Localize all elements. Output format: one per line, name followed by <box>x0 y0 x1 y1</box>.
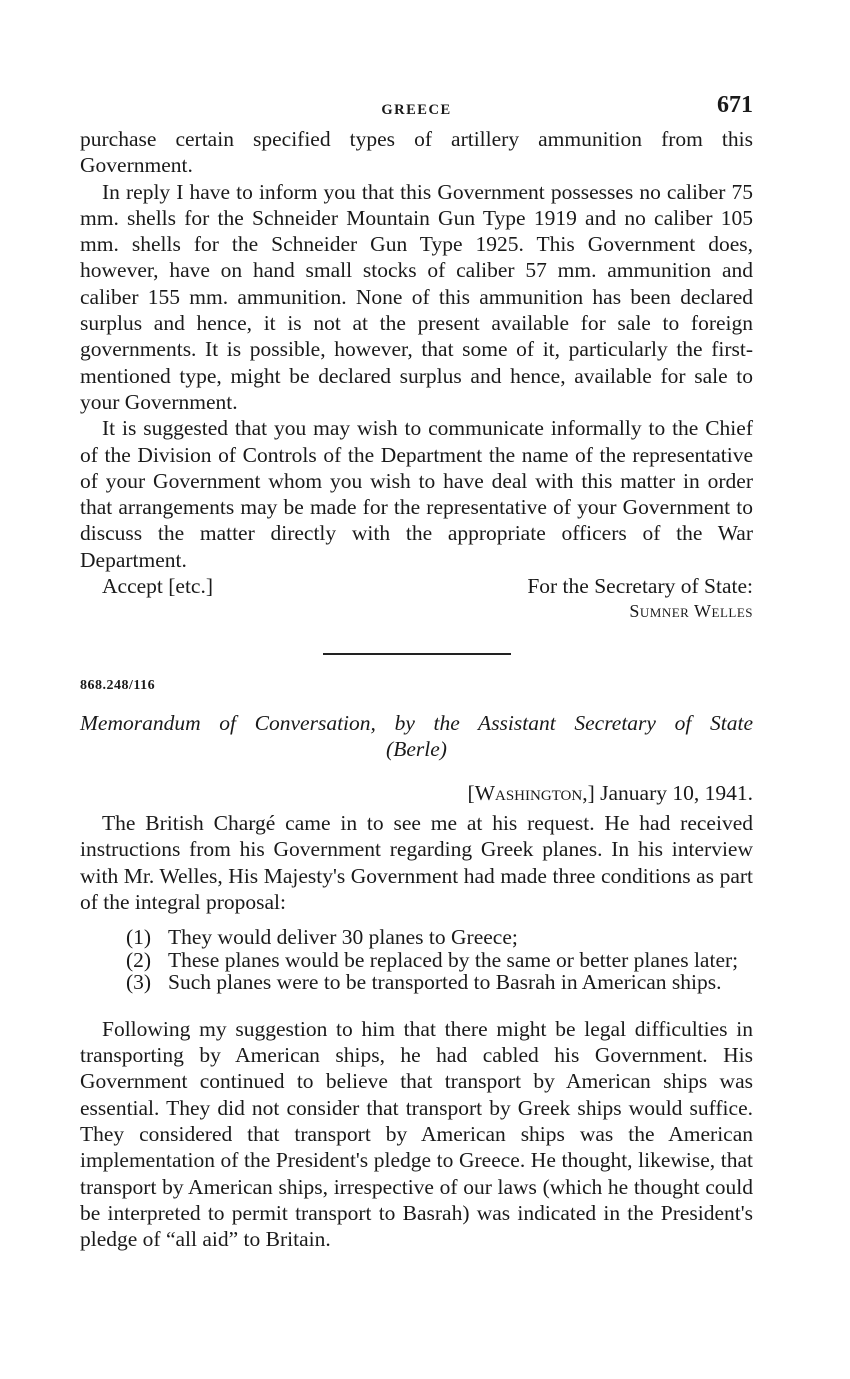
letter-body <box>80 126 753 623</box>
memo-paragraph-2: Following my suggestion to him that there might be legal difficulties in transporting by American ships, he had cabled his Government. His Government continued to believe that transport by American ships was essential. They did not consider that transport by Greek ships would suffice. They considered that transport by American ships was the American implementation of the President's pledge to Greece. He thought, likewise, that transport by American ships, irrespective of our laws (which he thought could be interpreted to permit transport to Basrah) was indicated in the President's pledge of “all aid” to Britain. <box>80 1016 753 1252</box>
dateline-date: January 10, 1941. <box>600 781 753 806</box>
conditions-list <box>80 926 753 994</box>
dateline-place: [Washington,] <box>467 781 595 806</box>
memo-title <box>80 710 753 762</box>
list-item-number: (3) <box>126 970 152 995</box>
running-title: GREECE <box>381 102 452 118</box>
list-item <box>80 971 753 994</box>
file-number: 868.248/116 <box>80 678 156 694</box>
dateline <box>80 780 753 806</box>
document-page <box>80 92 753 1252</box>
memorandum <box>80 678 753 1252</box>
memo-title-line-2: (Berle) <box>386 737 447 762</box>
letter-paragraph-1: purchase certain specified types of artillery ammunition from this Government. <box>80 127 753 178</box>
list-item <box>80 949 753 972</box>
list-item-text: Such planes were to be transported to Basrah in American ships. <box>168 970 722 995</box>
memo-paragraph-1: The British Chargé came in to see me at his request. He had received instructions from his Government regarding Greek planes. In his interview with Mr. Welles, His Majesty's Government had made three conditions as part of the integral proposal: <box>80 811 753 914</box>
letter-closing <box>80 573 753 599</box>
section-divider <box>323 653 511 655</box>
list-item-number: (2) <box>126 947 152 972</box>
memo-title-line-1: Memorandum of Conversation, by the Assistant Secretary of State <box>80 711 753 736</box>
signature: Sumner Welles <box>629 601 753 622</box>
list-item <box>80 926 753 949</box>
list-item-text: They would deliver 30 planes to Greece; <box>168 925 518 950</box>
list-item-number: (1) <box>126 925 152 950</box>
letter-paragraph-3: It is suggested that you may wish to communicate informally to the Chief of the Division of Controls of the Department the name of the representative of your Government whom you wish to have deal with this matter in order that arrangements may be made for the representative of your Government to discuss the matter directly with the appropriate officers of the War Department. <box>80 416 753 572</box>
list-item-text: These planes would be replaced by the same or better planes later; <box>168 947 739 972</box>
letter-paragraph-2: In reply I have to inform you that this Government possesses no caliber 75 mm. shells for the Schneider Mountain Gun Type 1919 and no caliber 105 mm. shells for the Schneider Gun Type 1925. This Government does, however, have on hand small stocks of caliber 57 mm. ammunition and caliber 155 mm. ammunition. None of this ammunition has been declared surplus and hence, it is not at the present available for sale to foreign governments. It is possible, however, that some of it, particularly the first-mentioned type, might be declared surplus and hence, available for sale to your Government. <box>80 179 753 414</box>
closing-salutation: Accept [etc.] <box>102 574 214 599</box>
closing-attribution: For the Secretary of State: <box>527 574 753 599</box>
running-header <box>80 92 753 126</box>
page-number: 671 <box>717 92 753 118</box>
